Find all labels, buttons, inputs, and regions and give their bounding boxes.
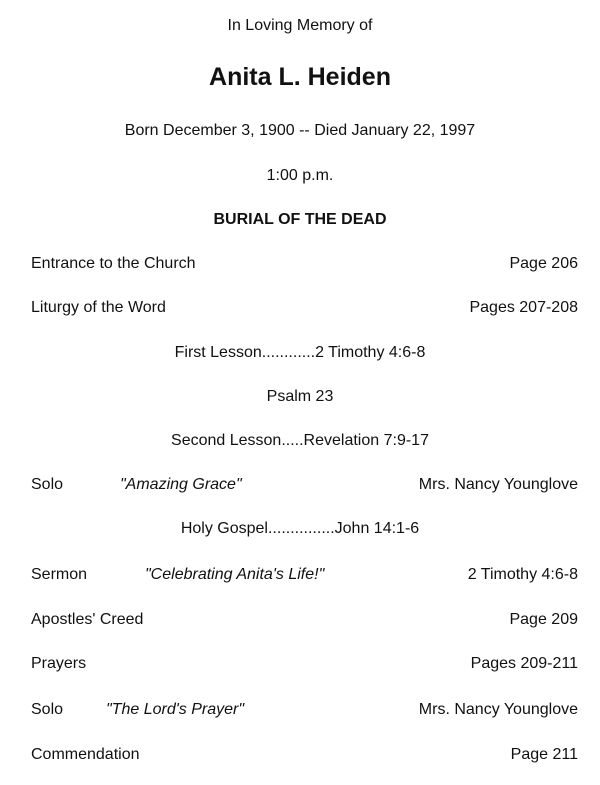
program-row-sermon xyxy=(0,565,600,585)
program-row-commendation xyxy=(0,745,600,765)
entrance-label: Entrance to the Church xyxy=(31,255,196,272)
program-row-prayers xyxy=(0,654,600,674)
program-row-creed xyxy=(0,610,600,630)
solo-2-performer: Mrs. Nancy Younglove xyxy=(418,701,578,718)
solo-2-title: "The Lord's Prayer" xyxy=(106,701,245,718)
memorial-intro: In Loving Memory of xyxy=(227,17,373,34)
commendation-label: Commendation xyxy=(31,746,140,763)
sermon-reference: 2 Timothy 4:6-8 xyxy=(467,566,578,583)
second-lesson: Second Lesson.....Revelation 7:9-17 xyxy=(171,432,429,449)
psalm: Psalm 23 xyxy=(266,388,334,405)
service-title: BURIAL OF THE DEAD xyxy=(213,211,387,228)
sermon-title: "Celebrating Anita's Life!" xyxy=(145,566,325,583)
solo-1-performer: Mrs. Nancy Younglove xyxy=(418,476,578,493)
creed-label: Apostles' Creed xyxy=(31,611,144,628)
sermon-label: Sermon xyxy=(31,566,88,583)
life-dates: Born December 3, 1900 -- Died January 22, 1997 xyxy=(124,122,476,139)
first-lesson: First Lesson............2 Timothy 4:6-8 xyxy=(174,344,426,361)
program-row-entrance xyxy=(0,254,600,274)
program-row-liturgy xyxy=(0,298,600,318)
commendation-page: Page 211 xyxy=(510,746,578,763)
program-row-solo-1 xyxy=(0,475,600,495)
liturgy-page: Pages 207-208 xyxy=(469,299,578,316)
entrance-page: Page 206 xyxy=(509,255,578,272)
liturgy-label: Liturgy of the Word xyxy=(31,299,166,316)
solo-1-title: "Amazing Grace" xyxy=(120,476,242,493)
solo-1-label: Solo xyxy=(31,476,64,493)
prayers-label: Prayers xyxy=(31,655,87,672)
creed-page: Page 209 xyxy=(509,611,578,628)
program-row-solo-2 xyxy=(0,700,600,720)
prayers-page: Pages 209-211 xyxy=(470,655,578,672)
service-time: 1:00 p.m. xyxy=(266,167,334,184)
solo-2-label: Solo xyxy=(31,701,64,718)
holy-gospel: Holy Gospel...............John 14:1-6 xyxy=(180,520,420,537)
deceased-name: Anita L. Heiden xyxy=(209,63,391,91)
